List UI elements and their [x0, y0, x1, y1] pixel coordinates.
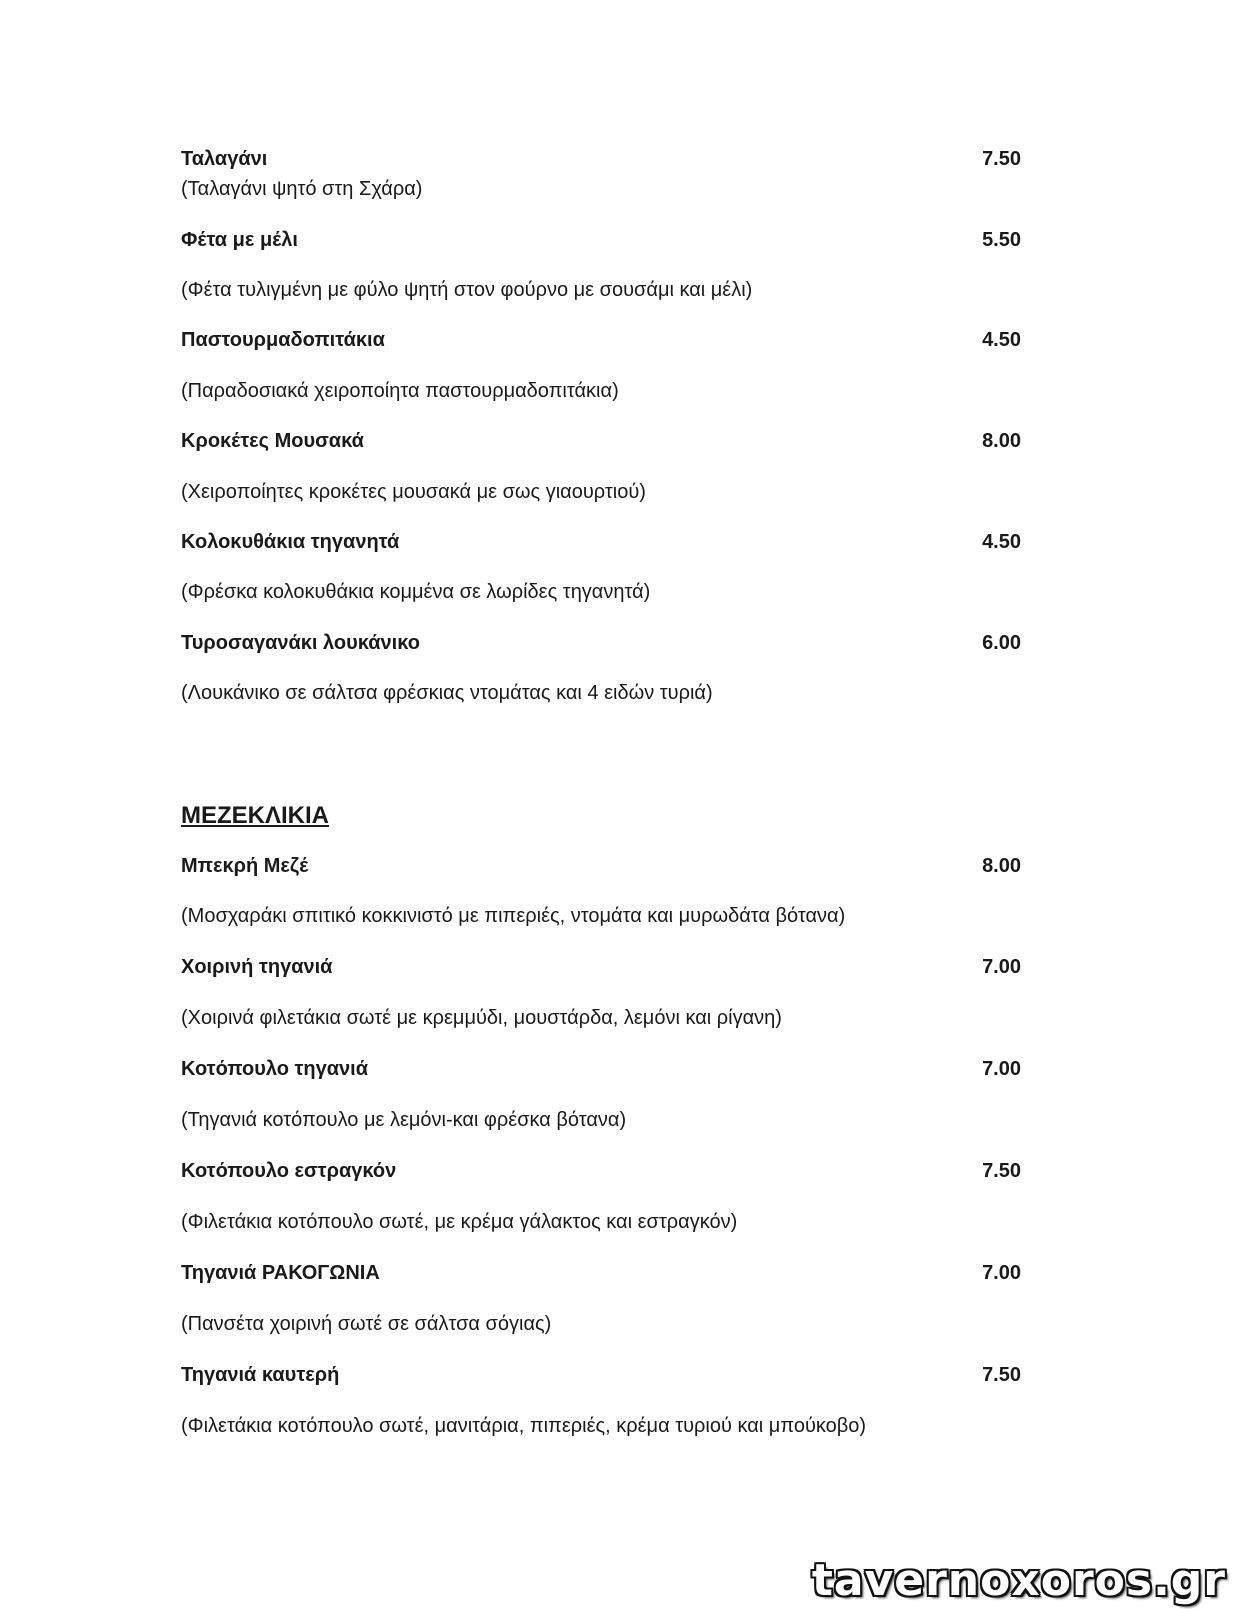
- menu-item: [181, 1360, 1021, 1390]
- item-name: Τηγανιά καυτερή: [181, 1364, 340, 1386]
- item-description: (Μοσχαράκι σπιτικό κοκκινιστό με πιπεριές, ντομάτα και μυρωδάτα βότανα): [181, 905, 846, 927]
- item-description: (Λουκάνικο σε σάλτσα φρέσκιας ντομάτας και 4 ειδών τυριά): [181, 682, 713, 704]
- menu-item: [181, 527, 1021, 557]
- item-price: 8.00: [982, 855, 1021, 877]
- item-description: (Φιλετάκια κοτόπουλο σωτέ, μανιτάρια, πιπεριές, κρέμα τυριού και μπούκοβο): [181, 1415, 867, 1437]
- item-price: 4.50: [982, 329, 1021, 351]
- item-description: (Ταλαγάνι ψητό στη Σχάρα): [181, 178, 423, 200]
- item-name: Κοτόπουλο τηγανιά: [181, 1058, 369, 1080]
- item-description: (Χοιρινά φιλετάκια σωτέ με κρεμμύδι, μουστάρδα, λεμόνι και ρίγανη): [181, 1007, 782, 1029]
- item-price: 5.50: [982, 229, 1021, 251]
- item-price: 4.50: [982, 531, 1021, 553]
- item-name: Κολοκυθάκια τηγανητά: [181, 531, 400, 553]
- item-description: (Φιλετάκια κοτόπουλο σωτέ, με κρέμα γάλακτος και εστραγκόν): [181, 1211, 738, 1233]
- menu-item: [181, 851, 1021, 881]
- item-price: 7.00: [982, 1058, 1021, 1080]
- item-name: Χοιρινή τηγανιά: [181, 956, 333, 978]
- site-watermark: tavernoxoros.gr: [811, 1555, 1226, 1606]
- item-description: (Φρέσκα κολοκυθάκια κομμένα σε λωρίδες τηγανητά): [181, 581, 651, 603]
- menu-item: [181, 426, 1021, 456]
- menu-item: [181, 1156, 1021, 1186]
- item-name: Τηγανιά ΡΑΚΟΓΩΝΙΑ: [181, 1262, 380, 1284]
- item-price: 7.00: [982, 1262, 1021, 1284]
- menu-item: [181, 628, 1021, 658]
- item-name: Τυροσαγανάκι λουκάνικο: [181, 632, 420, 654]
- item-description: (Τηγανιά κοτόπουλο με λεμόνι-και φρέσκα βότανα): [181, 1109, 627, 1131]
- item-price: 7.00: [982, 956, 1021, 978]
- item-name: Παστουρμαδοπιτάκια: [181, 329, 385, 351]
- section-heading: ΜΕΖΕΚΛΙΚΙΑ: [181, 802, 330, 829]
- item-description: (Φέτα τυλιγμένη με φύλο ψητή στον φούρνο με σουσάμι και μέλι): [181, 279, 753, 301]
- item-price: 7.50: [982, 1364, 1021, 1386]
- menu-item: [181, 325, 1021, 355]
- item-name: Φέτα με μέλι: [181, 229, 298, 251]
- item-name: Κοτόπουλο εστραγκόν: [181, 1160, 397, 1182]
- menu-item: [181, 1258, 1021, 1288]
- item-price: 7.50: [982, 1160, 1021, 1182]
- menu-item: [181, 952, 1021, 982]
- item-description: (Πανσέτα χοιρινή σωτέ σε σάλτσα σόγιας): [181, 1313, 552, 1335]
- item-name: Ταλαγάνι: [181, 148, 268, 170]
- menu-item: [181, 1054, 1021, 1084]
- item-price: 8.00: [982, 430, 1021, 452]
- item-name: Κροκέτες Μουσακά: [181, 430, 364, 452]
- menu-item: [181, 144, 1021, 174]
- menu-item: [181, 225, 1021, 255]
- item-name: Μπεκρή Μεζέ: [181, 855, 309, 877]
- item-description: (Χειροποίητες κροκέτες μουσακά με σως γιαουρτιού): [181, 481, 646, 503]
- item-price: 7.50: [982, 148, 1021, 170]
- item-price: 6.00: [982, 632, 1021, 654]
- item-description: (Παραδοσιακά χειροποίητα παστουρμαδοπιτάκια): [181, 380, 619, 402]
